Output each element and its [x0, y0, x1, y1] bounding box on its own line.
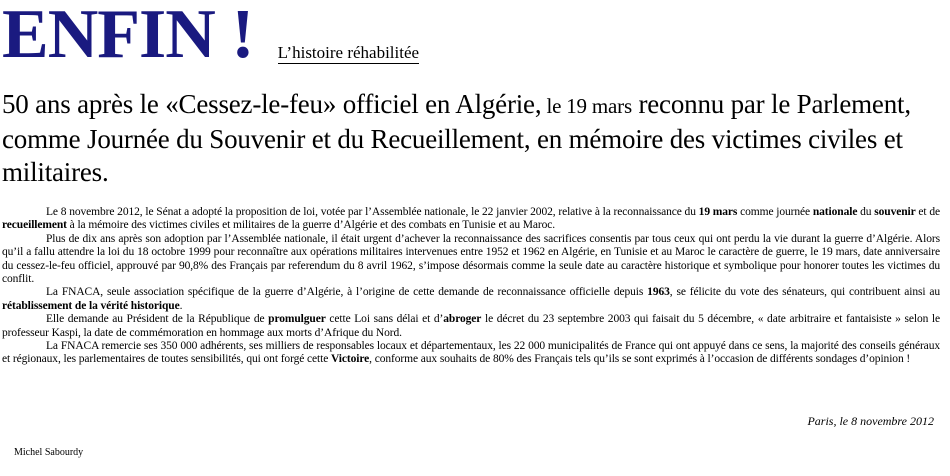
p1-text-4: du: [857, 206, 875, 218]
paragraph-1: [2, 206, 940, 233]
p1-text-2: comme journée: [737, 206, 813, 218]
p5-text-0: La FNACA remercie ses 350 000 adhérents, ses milliers de responsables locaux et départementaux, les 22 000 municipalités de France qui ont appuyé dans ce sens, la majorité des conseils généraux et régionaux, les parlementaires de toutes sensibilités, qui ont forgé cette: [2, 340, 940, 366]
paragraph-3: [2, 286, 940, 313]
article-body: [2, 206, 940, 367]
headline-main: 50 ans après le «Cessez-le-feu» officiel en Algérie,: [2, 89, 542, 119]
p1-bold-date: 19 mars: [698, 206, 738, 218]
p3-text-4: .: [179, 299, 183, 312]
p5-text-2: , conforme aux souhaits de 80% des Français tels qu’ils se sont exprimés à l’occasion de différents sondages d’opinion !: [369, 353, 911, 366]
p3-text-0: La FNACA, seule association spécifique de la guerre d’Algérie, à l’origine de cette demande de reconnaissance officielle depuis: [46, 286, 648, 299]
p3-bold-verite: rétablissement de la vérité historique: [2, 299, 180, 312]
headline-rest: reconnu par le Parlement, comme Journée du Souvenir et du Recueillement, en mémoire des victimes civiles et militaires.: [2, 89, 911, 187]
masthead-tagline: L’histoire réhabilitée: [277, 43, 420, 62]
p1-bold-recueillement: recueillement: [2, 219, 67, 232]
p4-bold-abroger: abroger: [443, 313, 482, 326]
headline-date: le 19 mars: [541, 94, 632, 118]
masthead: [2, 0, 420, 73]
headline: [2, 88, 942, 189]
paragraph-2: Plus de dix ans après son adoption par l’Assemblée nationale, il était urgent d’achever la reconnaissance des sacrifices consentis par tous ceux qui ont perdu la vie durant la guerre d’Algérie. Alors qu’il a fallu attendre la loi du 18 octobre 1999 pour reconnaître aux opérations militaires intervenues entre 1952 et 1962 en Algérie, en Tunisie et au Maroc le caractère de guerre, le 19 mars, date anniversaire du cessez-le-feu officiel, approuvé par 90,8% des Français par referendum du 8 avril 1962, s’impose désormais comme la seule date au caractère historique et symbolique pour honorer toutes les victimes du conflit.: [2, 232, 940, 286]
p1-text-8: à la mémoire des victimes civiles et militaires de la guerre d’Algérie et des combats en Tunisie et au Maroc.: [66, 219, 556, 232]
p3-bold-year: 1963: [647, 286, 670, 299]
p1-text-0: Le 8 novembre 2012, le Sénat a adopté la proposition de loi, votée par l’Assemblée nationale, le 22 janvier 2002, relative à la reconnaissance du: [46, 206, 699, 218]
p4-text-4: le décret du 23 septembre 2003 qui faisait du 5 décembre, « date arbitraire et fantaisiste » selon le professeur Kaspi, la date de commémoration en hommage aux morts d’Afrique du Nord.: [2, 313, 941, 339]
p4-bold-promulguer: promulguer: [268, 313, 326, 326]
masthead-title: ENFIN !: [2, 0, 254, 73]
p5-bold-victoire: Victoire: [331, 353, 370, 366]
signoff-place-date: Paris, le 8 novembre 2012: [807, 414, 934, 428]
paragraph-5: [2, 340, 940, 367]
p4-text-2: cette Loi sans délai et d’: [325, 313, 444, 326]
p1-bold-souvenir: souvenir: [874, 206, 916, 218]
p1-text-6: et de: [915, 206, 940, 218]
p4-text-0: Elle demande au Président de la République de: [46, 313, 269, 326]
author-name: Michel Sabourdy: [14, 447, 84, 458]
p3-text-2: , se félicite du vote des sénateurs, qui contribuent ainsi au: [669, 286, 940, 299]
p1-bold-nationale: nationale: [812, 206, 858, 218]
paragraph-4: [2, 313, 940, 340]
